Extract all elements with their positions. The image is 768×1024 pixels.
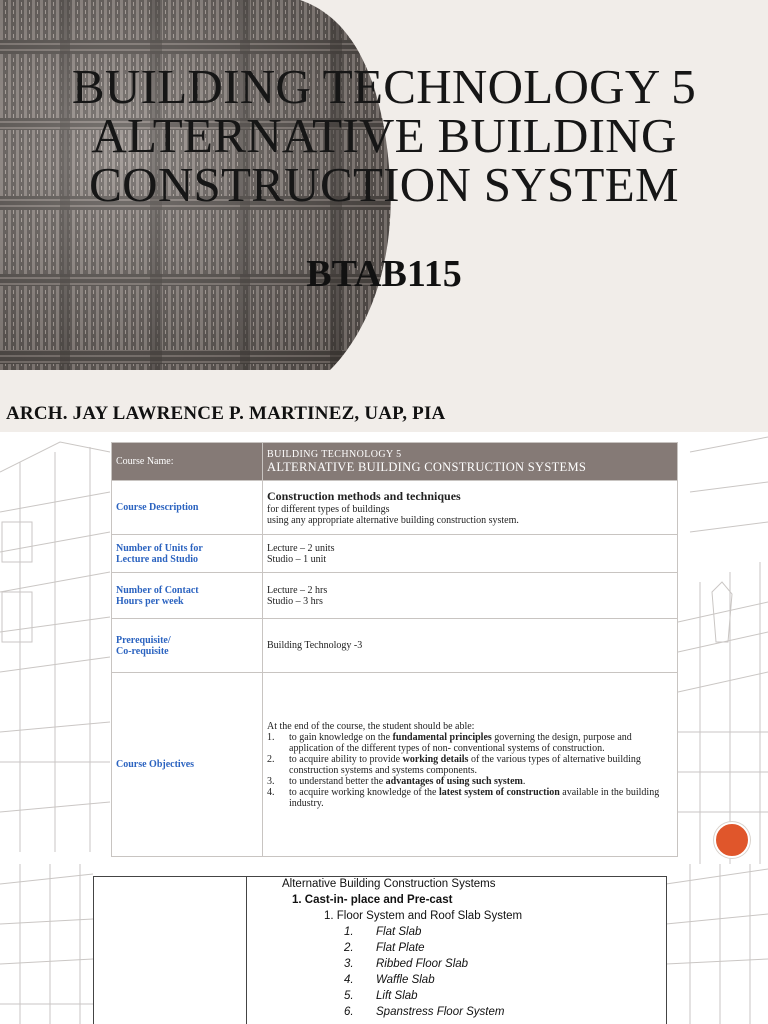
hours-value [263, 573, 678, 619]
system-item-label: Spanstress Floor System [376, 1006, 505, 1018]
objective-text: to understand better the [289, 775, 386, 787]
hours-label-line-2: Hours per week [116, 595, 184, 607]
systems-heading: Alternative Building Construction Systems [282, 878, 496, 890]
units-label-line-2: Lecture and Studio [116, 553, 199, 565]
objectives-list [267, 732, 673, 809]
objective-number: 3. [267, 775, 275, 787]
description-row [112, 481, 678, 535]
prerequisite-label [112, 619, 263, 673]
objective-item [267, 776, 673, 787]
units-value [263, 535, 678, 573]
objective-emphasis: advantages of using such system [385, 775, 523, 787]
objective-number: 2. [267, 753, 275, 765]
objective-item [267, 732, 673, 754]
system-item-label: Lift Slab [376, 990, 418, 1002]
course-name-line-1: BUILDING TECHNOLOGY 5 [267, 448, 402, 460]
objective-text: to acquire working knowledge of the [289, 786, 439, 798]
objective-text: of the various types of alternative building construction systems and systems components. [289, 753, 641, 776]
system-item-label: Ribbed Floor Slab [376, 958, 469, 970]
description-line-1: for different types of buildings [267, 504, 390, 515]
title-line-2: ALTERNATIVE BUILDING [91, 108, 677, 163]
system-item-number: 5. [344, 990, 354, 1002]
course-name-label: Course Name: [112, 443, 263, 481]
course-code: BTAB115 [306, 253, 462, 295]
hours-value-line-1: Lecture – 2 hrs [267, 584, 328, 596]
course-info-table [111, 442, 678, 857]
system-item-label: Waffle Slab [376, 974, 435, 986]
system-item-label: Flat Plate [376, 942, 425, 954]
systems-table [93, 876, 667, 1024]
systems-section: 1. Cast-in- place and Pre-cast [292, 894, 453, 906]
description-heading: Construction methods and techniques [267, 489, 461, 503]
objective-item [267, 787, 673, 809]
objectives-intro: At the end of the course, the student should be able: [267, 720, 475, 732]
objective-text: to acquire ability to provide [289, 753, 403, 765]
system-item-number: 6. [344, 1006, 354, 1018]
system-item-label: Flat Slab [376, 926, 422, 938]
system-item-number: 4. [344, 974, 354, 986]
table-column-divider [246, 877, 247, 1024]
system-item-number: 3. [344, 958, 354, 970]
description-value [263, 481, 678, 535]
hours-value-line-2: Studio – 3 hrs [267, 595, 323, 607]
title-line-1: BUILDING TECHNOLOGY 5 [71, 59, 697, 114]
objectives-value [263, 673, 678, 857]
system-item-number: 1. [344, 926, 354, 938]
objective-item [267, 754, 673, 776]
prerequisite-label-line-1: Prerequisite/ [116, 634, 171, 646]
units-row [112, 535, 678, 573]
title-slide [0, 0, 768, 432]
description-line-2: using any appropriate alternative building construction system. [267, 515, 519, 526]
author-name: ARCH. JAY LAWRENCE P. MARTINEZ, UAP, PIA [6, 403, 446, 424]
objective-number: 4. [267, 786, 275, 798]
prerequisite-label-line-2: Co-requisite [116, 645, 169, 657]
hours-label-line-1: Number of Contact [116, 584, 199, 596]
units-value-line-1: Lecture – 2 units [267, 542, 335, 554]
slide-nav-button[interactable] [714, 822, 750, 858]
objectives-row [112, 673, 678, 857]
slide-title [20, 59, 748, 212]
title-line-3: CONSTRUCTION SYSTEM [89, 157, 679, 212]
objective-emphasis: fundamental principles [392, 731, 492, 743]
units-value-line-2: Studio – 1 unit [267, 553, 327, 565]
course-name-row [112, 443, 678, 481]
prerequisite-value: Building Technology -3 [263, 619, 678, 673]
course-name-value [263, 443, 678, 481]
objective-text: governing the design, purpose and application of the different types of non- conventional systems of construction. [289, 731, 632, 754]
course-name-line-2: ALTERNATIVE BUILDING CONSTRUCTION SYSTEMS [267, 459, 587, 474]
units-label-line-1: Number of Units for [116, 542, 203, 554]
system-item-number: 2. [344, 942, 354, 954]
hours-row [112, 573, 678, 619]
objective-emphasis: latest system of construction [438, 786, 560, 798]
objective-text: to gain knowledge on the [289, 731, 393, 743]
prerequisite-row [112, 619, 678, 673]
objectives-label: Course Objectives [112, 673, 263, 857]
objective-emphasis: working details [402, 753, 469, 765]
objective-text: available in the building industry. [289, 786, 660, 809]
hours-label [112, 573, 263, 619]
units-label [112, 535, 263, 573]
description-label: Course Description [112, 481, 263, 535]
course-info-slide [0, 432, 768, 864]
systems-subsection: 1. Floor System and Roof Slab System [324, 910, 523, 922]
systems-list-slide [0, 864, 768, 1024]
objective-text: . [522, 775, 526, 787]
objective-number: 1. [267, 731, 275, 743]
